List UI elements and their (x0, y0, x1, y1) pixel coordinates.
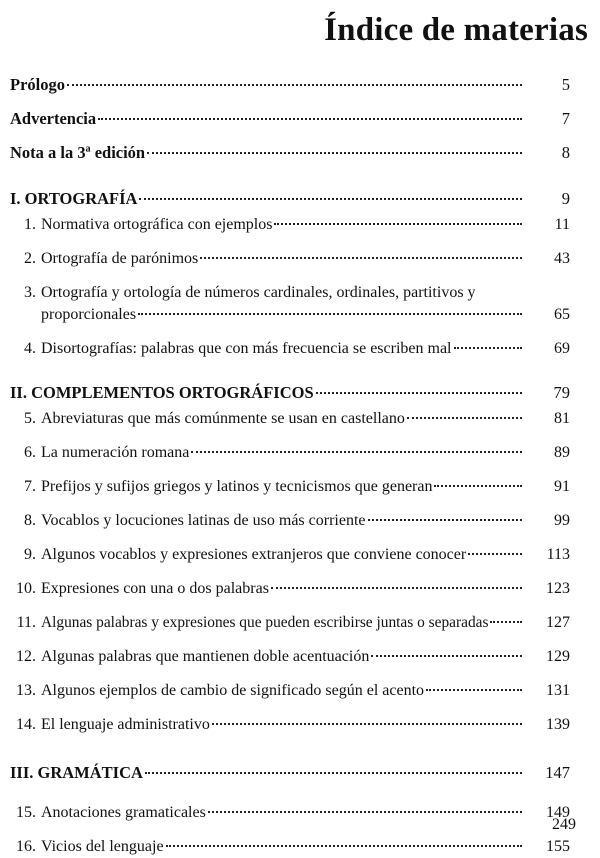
toc-entry-page: 139 (546, 716, 570, 733)
toc-entry-10[interactable] (10, 578, 570, 600)
toc-entry-page: 5 (561, 75, 570, 94)
toc-entry-number: 8. (24, 512, 36, 529)
dot-leader (426, 689, 522, 691)
toc-entry-page: 131 (546, 682, 570, 699)
toc-entry-13[interactable] (10, 680, 570, 702)
dot-leader (407, 417, 522, 419)
toc-entry-number: 9. (24, 546, 36, 563)
toc-entry-label: Algunas palabras que mantienen doble acentuación (41, 648, 370, 665)
toc-entry-7[interactable] (10, 476, 570, 498)
toc-entry-label: Prefijos y sufijos griegos y latinos y tecnicismos que generan (41, 478, 433, 495)
toc-entry-15[interactable] (10, 802, 570, 824)
dot-leader (200, 257, 522, 259)
dot-leader (316, 392, 522, 394)
toc-entry-page: 9 (561, 189, 570, 208)
toc-entry-number: 11. (16, 614, 36, 631)
toc-entry-number: 5. (24, 410, 36, 427)
toc-entry-label: La numeración romana (41, 444, 190, 461)
toc-entry-page: 79 (553, 383, 570, 402)
toc-entry-1[interactable] (10, 214, 570, 236)
toc-entry-nota-edicion[interactable] (10, 142, 570, 164)
toc-section-complementos[interactable] (10, 382, 570, 404)
toc-entry-page: 81 (554, 410, 570, 427)
toc-entry-number: 7. (24, 478, 36, 495)
toc-entry-12[interactable] (10, 646, 570, 668)
toc-entry-label: Algunos vocablos y expresiones extranjeros que conviene conocer (41, 546, 467, 563)
dot-leader (271, 587, 522, 589)
toc-entry-number: 4. (24, 340, 36, 357)
dot-leader (212, 723, 522, 725)
dot-leader (454, 347, 523, 349)
toc-entry-8[interactable] (10, 510, 570, 532)
toc-entry-label-continued: proporcionales (41, 306, 137, 323)
toc-entry-number: 3. (24, 284, 36, 301)
toc-entry-number: 10. (16, 580, 36, 597)
toc-entry-label: Expresiones con una o dos palabras (41, 580, 269, 597)
toc-entry-page: 69 (554, 340, 570, 357)
toc-entry-number: 12. (16, 648, 36, 665)
toc-entry-label: Anotaciones gramaticales (41, 804, 206, 821)
toc-entry-prologo[interactable] (10, 74, 570, 96)
dot-leader (67, 84, 522, 86)
toc-entry-page: 149 (546, 804, 570, 821)
toc-entry-page: 147 (545, 763, 570, 782)
toc-entry-page: 91 (554, 478, 570, 495)
dot-leader (368, 519, 522, 521)
toc-entry-advertencia[interactable] (10, 108, 570, 130)
toc-section-ortografia[interactable] (10, 188, 570, 210)
toc-entry-page: 129 (546, 648, 570, 665)
toc-entry-page: 89 (554, 444, 570, 461)
toc-entry-16[interactable] (10, 836, 570, 858)
dot-leader (139, 198, 522, 200)
toc-entry-number: 1. (24, 216, 36, 233)
toc-entry-number: 13. (16, 682, 36, 699)
toc-entry-label: III. GRAMÁTICA (10, 763, 143, 782)
toc-entry-label: Disortografías: palabras que con más frecuencia se escriben mal (41, 340, 452, 357)
toc-entry-label: El lenguaje administrativo (41, 716, 210, 733)
dot-leader (468, 553, 522, 555)
toc-entry-label: Algunos ejemplos de cambio de significado según el acento (41, 682, 425, 699)
toc-section-gramatica[interactable] (10, 762, 570, 784)
toc-entry-number: 2. (24, 250, 36, 267)
toc-entry-14[interactable] (10, 714, 570, 736)
toc-entry-page: 99 (554, 512, 570, 529)
toc-entry-label: Prólogo (10, 75, 65, 94)
toc-entry-label: Vocablos y locuciones latinas de uso más corriente (41, 512, 366, 529)
toc-entry-page: 8 (561, 143, 570, 162)
toc-entry-label: Normativa ortográfica con ejemplos (41, 216, 273, 233)
table-of-contents (10, 74, 570, 858)
dot-leader (191, 451, 522, 453)
toc-entry-label: Ortografía y ortología de números cardinales, ordinales, partitivos y (41, 284, 476, 301)
page-title: Índice de materias (324, 12, 588, 48)
dot-leader (166, 845, 522, 847)
dot-leader (138, 313, 522, 315)
toc-entry-label: Nota a la 3ª edición (10, 143, 146, 162)
toc-entry-label: Abreviaturas que más comúnmente se usan en castellano (41, 410, 405, 427)
toc-entry-page: 155 (546, 838, 570, 855)
toc-entry-page: 113 (546, 546, 570, 563)
toc-entry-page: 123 (546, 580, 570, 597)
toc-entry-number: 14. (16, 716, 36, 733)
toc-entry-11[interactable] (10, 612, 570, 634)
toc-entry-label: Ortografía de parónimos (41, 250, 199, 267)
dot-leader (490, 621, 522, 623)
toc-entry-number: 15. (16, 804, 36, 821)
toc-entry-page: 11 (554, 216, 570, 233)
toc-entry-label: Advertencia (10, 109, 97, 128)
toc-entry-9[interactable] (10, 544, 570, 566)
toc-entry-label: II. COMPLEMENTOS ORTOGRÁFICOS (10, 383, 314, 402)
toc-entry-label: Vicios del lenguaje (41, 838, 164, 855)
toc-entry-3[interactable] (10, 282, 570, 326)
dot-leader (98, 118, 522, 120)
toc-entry-page: 7 (561, 109, 570, 128)
toc-entry-number: 6. (24, 444, 36, 461)
toc-entry-6[interactable] (10, 442, 570, 464)
toc-entry-page: 65 (554, 306, 570, 323)
dot-leader (274, 223, 522, 225)
dot-leader (145, 772, 522, 774)
toc-entry-number: 16. (16, 838, 36, 855)
toc-entry-label: I. ORTOGRAFÍA (10, 189, 138, 208)
dot-leader (371, 655, 522, 657)
toc-entry-5[interactable] (10, 408, 570, 430)
toc-entry-4[interactable] (10, 338, 570, 360)
toc-entry-label: Algunas palabras y expresiones que pueden escribirse juntas o separadas (41, 614, 489, 631)
dot-leader (434, 485, 522, 487)
toc-entry-2[interactable] (10, 248, 570, 270)
page-number: 249 (552, 816, 576, 833)
toc-entry-page: 43 (554, 250, 570, 267)
toc-entry-page: 127 (546, 614, 570, 631)
dot-leader (208, 811, 522, 813)
dot-leader (147, 152, 522, 154)
